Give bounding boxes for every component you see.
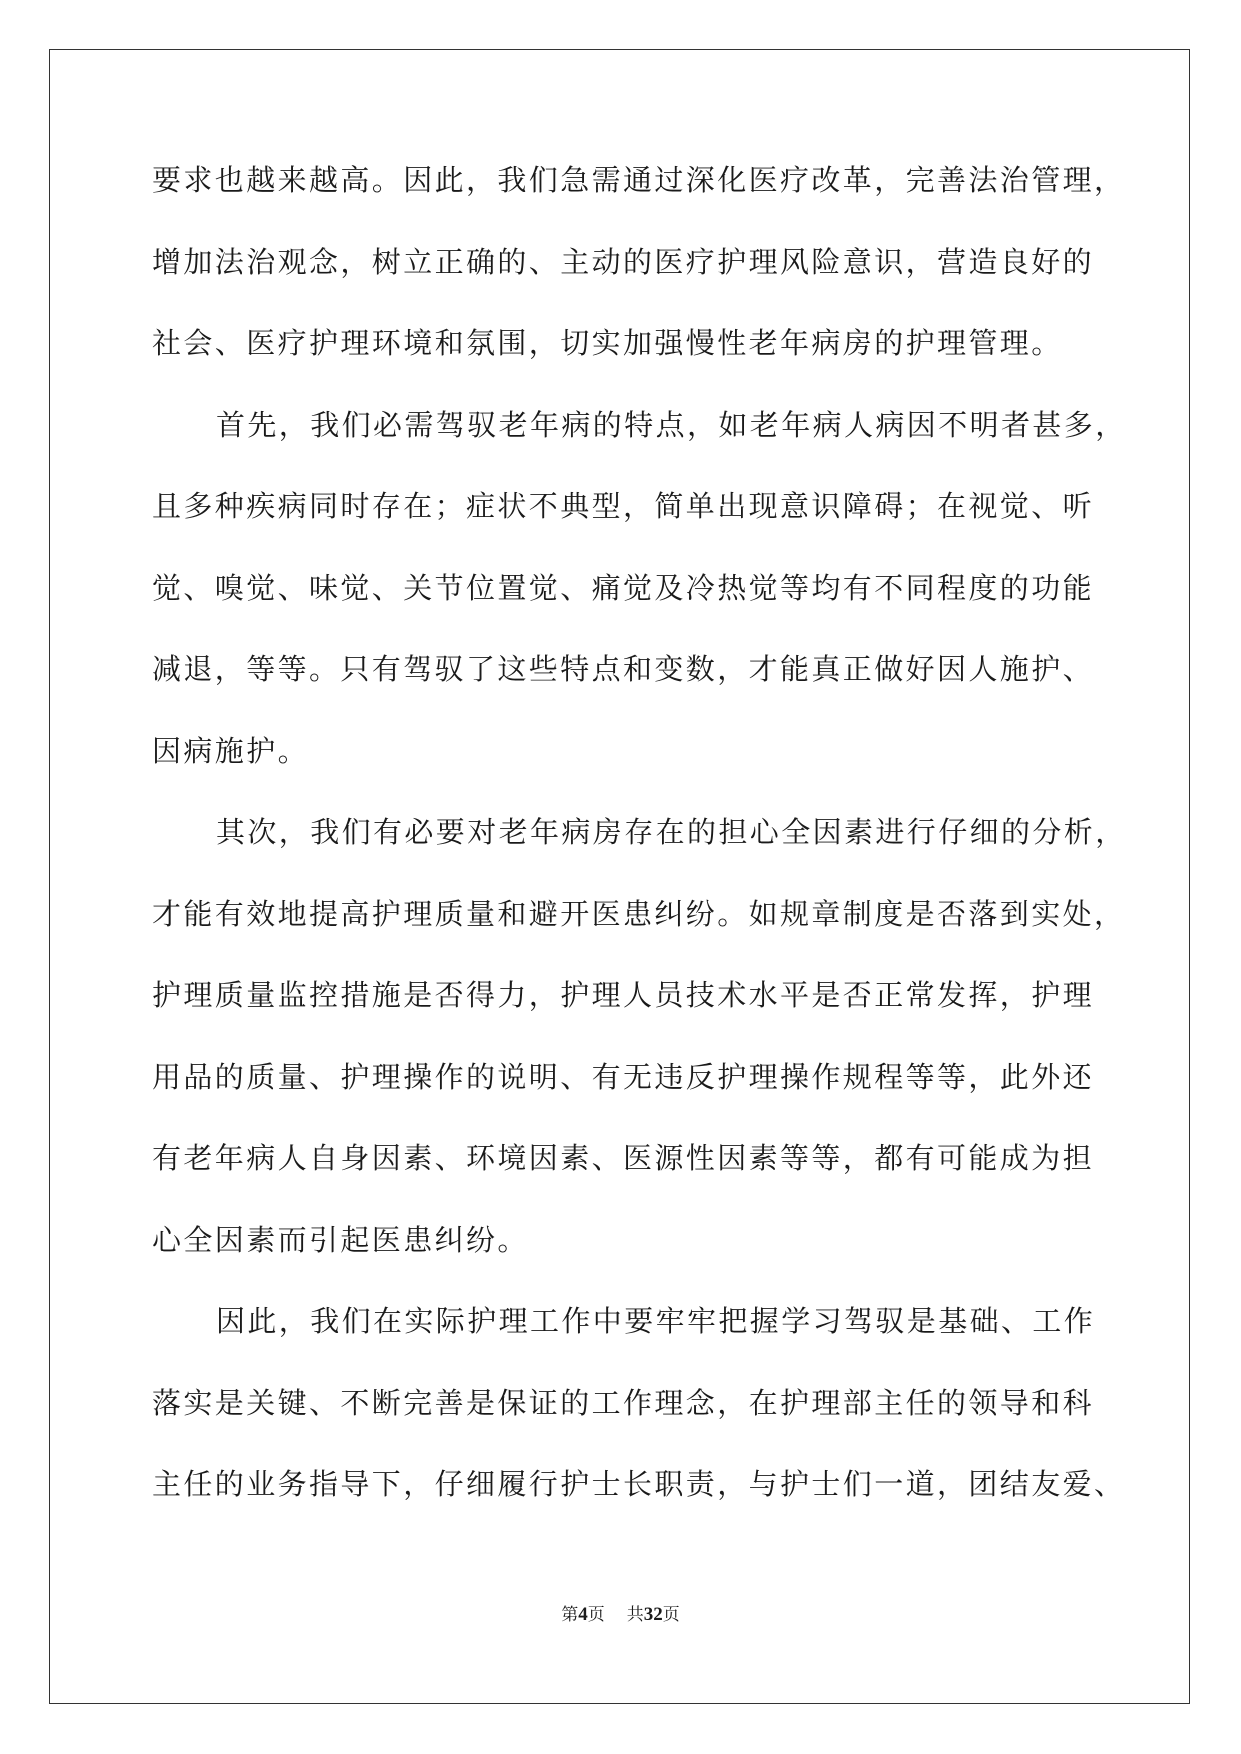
text-line: 减退，等等。只有驾驭了这些特点和变数，才能真正做好因人施护、 [152, 652, 1095, 686]
total-suffix: 页 [662, 1605, 680, 1625]
text-line: 落实是关键、不断完善是保证的工作理念，在护理部主任的领导和科 [152, 1385, 1095, 1420]
text-line: 护理质量监控措施是否得力，护理人员技术水平是否正常发挥，护理 [152, 978, 1095, 1012]
text-line: 用品的质量、护理操作的说明、有无违反护理操作规程等等，此外还 [152, 1059, 1095, 1094]
text-line: 增加法治观念，树立正确的、主动的医疗护理风险意识，营造良好的 [152, 244, 1095, 279]
text-line: 有老年病人自身因素、环境因素、医源性因素等等，都有可能成为担 [152, 1141, 1095, 1175]
paragraph-first-line: 首先，我们必需驾驭老年病的特点，如老年病人病因不明者甚多， [216, 407, 1127, 442]
page-prefix: 第 [561, 1605, 579, 1625]
paragraph-first-line: 因此，我们在实际护理工作中要牢牢把握学习驾驭是基础、工作 [216, 1304, 1096, 1338]
text-line: 社会、医疗护理环境和氛围，切实加强慢性老年病房的护理管理。 [152, 326, 1063, 360]
text-line: 因病施护。 [152, 733, 310, 768]
paragraph-first-line: 其次，我们有必要对老年病房存在的担心全因素进行仔细的分析， [216, 815, 1127, 849]
document-body [152, 163, 1127, 1552]
page-footer [0, 1600, 1241, 1626]
total-prefix: 共 [626, 1605, 644, 1625]
page-suffix: 页 [587, 1605, 605, 1625]
text-line: 且多种疾病同时存在；症状不典型，简单出现意识障碍；在视觉、听 [152, 489, 1095, 523]
text-line: 觉、嗅觉、味觉、关节位置觉、痛觉及冷热觉等均有不同程度的功能 [152, 570, 1095, 605]
total-pages: 32 [643, 1604, 663, 1625]
text-line: 心全因素而引起医患纠纷。 [152, 1222, 529, 1257]
text-line: 要求也越来越高。因此，我们急需通过深化医疗改革，完善法治管理， [152, 163, 1126, 197]
text-line: 主任的业务指导下，仔细履行护士长职责，与护士们一道，团结友爱、 [152, 1467, 1126, 1501]
page-number: 4 [578, 1604, 588, 1625]
text-line: 才能有效地提高护理质量和避开医患纠纷。如规章制度是否落到实处， [152, 896, 1126, 931]
